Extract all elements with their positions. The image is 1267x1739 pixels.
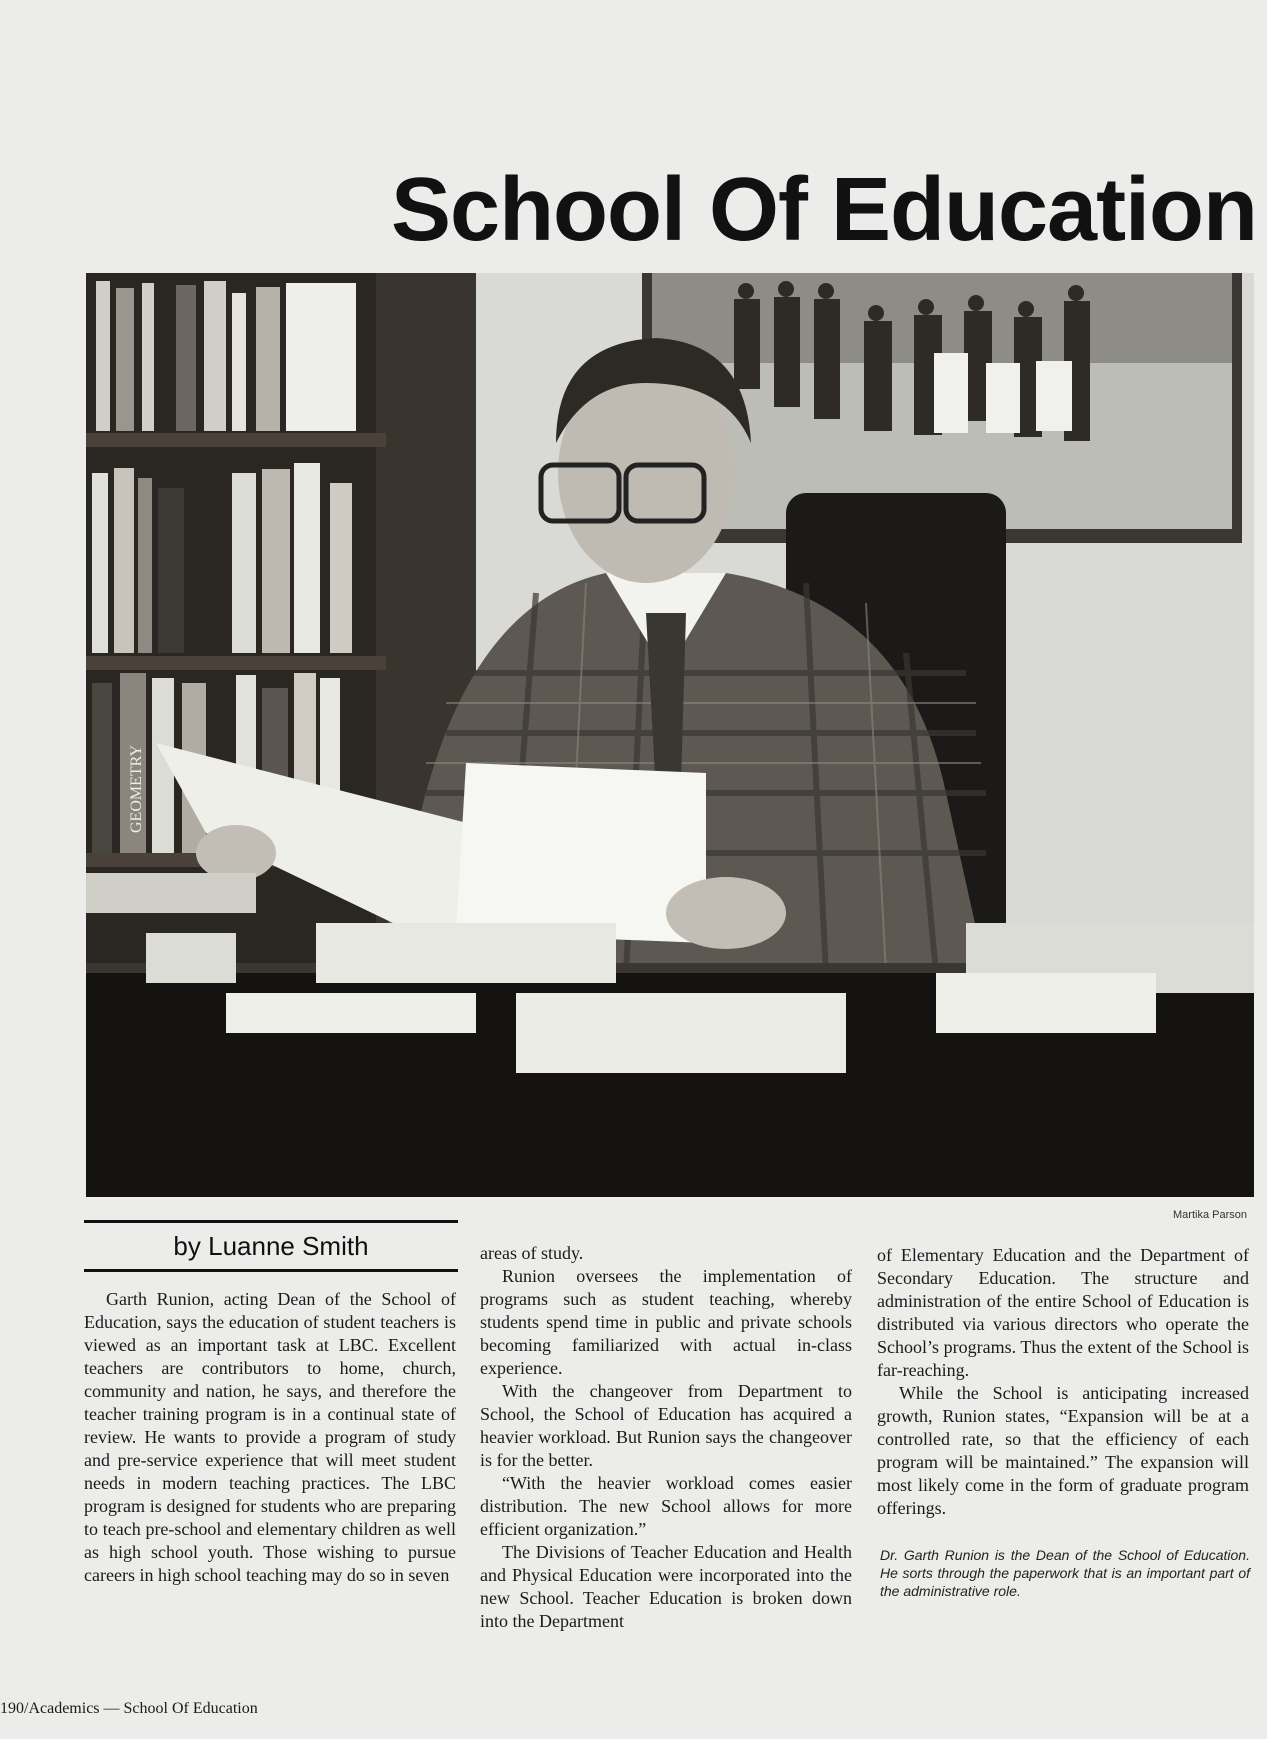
paragraph: areas of study. xyxy=(480,1243,584,1263)
page-title: School Of Education xyxy=(390,160,1257,260)
paragraph: With the changeover from Department to School, the School of Education has acquired a heavier workload. But Runion says the changeover is for the better. xyxy=(480,1381,852,1470)
paragraph: While the School is anticipating increased growth, Runion states, “Expansion will be at a controlled rate, so that the efficiency of each program will be maintained.” The expansion will most likely come in the form of graduate program offerings. xyxy=(877,1383,1249,1518)
byline: by Luanne Smith xyxy=(173,1230,369,1261)
byline-box xyxy=(84,1220,458,1272)
photo-caption: Dr. Garth Runion is the Dean of the School of Education. He sorts through the paperwork that is an important part of the administrative role. xyxy=(880,1547,1250,1599)
article-column-2 xyxy=(480,1242,852,1633)
article-column-3 xyxy=(877,1244,1249,1520)
book-spine-label: GEOMETRY xyxy=(128,745,145,833)
paragraph: “With the heavier workload comes easier distribution. The new School allows for more efficient organization.” xyxy=(480,1473,852,1539)
paragraph: Runion oversees the implementation of programs such as student teaching, whereby students spend time in public and private schools becoming familiarized with actual in-class experience. xyxy=(480,1266,852,1378)
article-column-1 xyxy=(84,1288,456,1587)
photo-icon xyxy=(86,273,1254,1197)
page-folio: 190/Academics — School Of Education xyxy=(0,1700,258,1717)
paragraph: The Divisions of Teacher Education and Health and Physical Education were incorporated into the new School. Teacher Education is broken down into the Department xyxy=(480,1542,852,1631)
paragraph: of Elementary Education and the Department of Secondary Education. The structure and administration of the entire School of Education is distributed via various directors who operate the School’s programs. Thus the extent of the School is far-reaching. xyxy=(877,1245,1249,1380)
photo-credit: Martika Parson xyxy=(1173,1209,1247,1221)
dean-photo xyxy=(86,273,1254,1197)
paragraph: Garth Runion, acting Dean of the School of Education, says the education of student teachers is viewed as an important task at LBC. Excellent teachers are contributors to home, church, community and nation, he says, and therefore the teacher training program is in a continual state of review. He wants to provide a program of study and pre-service experience that will meet student needs in modern teaching practices. The LBC program is designed for students who are preparing to teach pre-school and elementary children as well as high school youth. Those wishing to pursue careers in high school teaching may do so in seven xyxy=(84,1289,456,1585)
